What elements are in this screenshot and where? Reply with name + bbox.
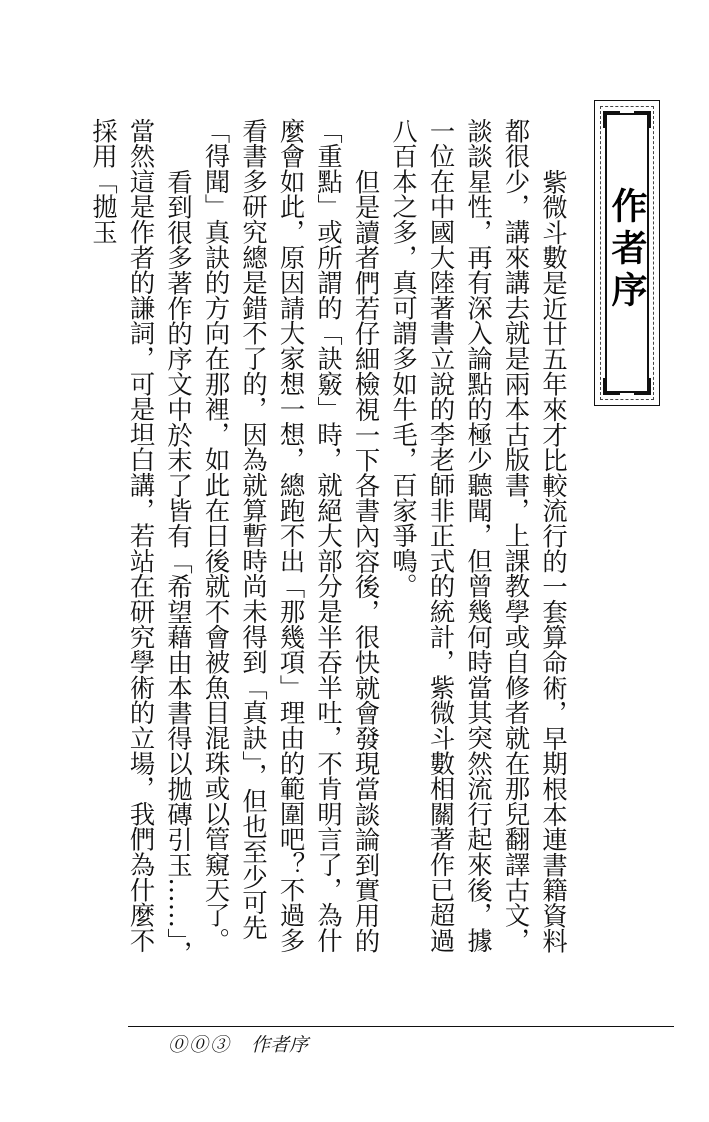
title-box (605, 113, 649, 393)
page-footer (168, 1030, 308, 1057)
body-text (89, 118, 572, 978)
page-title: 作者序 (606, 187, 648, 313)
paragraph-3: 看到很多著作的序文中於末了皆有「希望藉由本書得以拋磚引玉……」，當然這是作者的謙詞，可是坦白講，若站在研究學術的立場，我們為什麼不採用「拋玉 (89, 118, 193, 966)
frame-corner-ornament (603, 111, 620, 128)
paragraph-2: 但是讀者們若仔細檢視一下各書內容後，很快就會發現當談論到實用的「重點」或所謂的「訣竅」時，就絕大部分是半吞半吐，不肯明言了，為什麼會如此，原因請大家想一想，總跑不出「那幾項」理由的範圍吧？不過多看書多研究總是錯不了的，因為就算暫時尚未得到「真訣」，但也至少可先「得聞」真訣的方向在那裡，如此在日後就不會被魚目混珠或以管窺天了。 (201, 118, 381, 953)
paragraph-1: 紫微斗數是近廿五年來才比較流行的一套算命術，早期根本連書籍資料都很少，講來講去就是兩本古版書，上課教學或自修者就在那兒翻譯古文，談談星性，再有深入論點的極少聽聞，但曾幾何時當其突然流行起來後，據一位在中國大陸著書立說的李老師非正式的統計，紫微斗數相關著作已超過八百本之多，真可謂多如牛毛，百家爭鳴。 (389, 118, 568, 953)
frame-corner-ornament (603, 378, 620, 395)
frame-corner-ornament (634, 111, 651, 128)
footer-rule (128, 1026, 674, 1027)
title-frame (594, 100, 660, 406)
frame-corner-ornament (634, 378, 651, 395)
page-number: ⓪⓪③ (168, 1034, 232, 1056)
footer-section-title: 作者序 (251, 1034, 309, 1056)
